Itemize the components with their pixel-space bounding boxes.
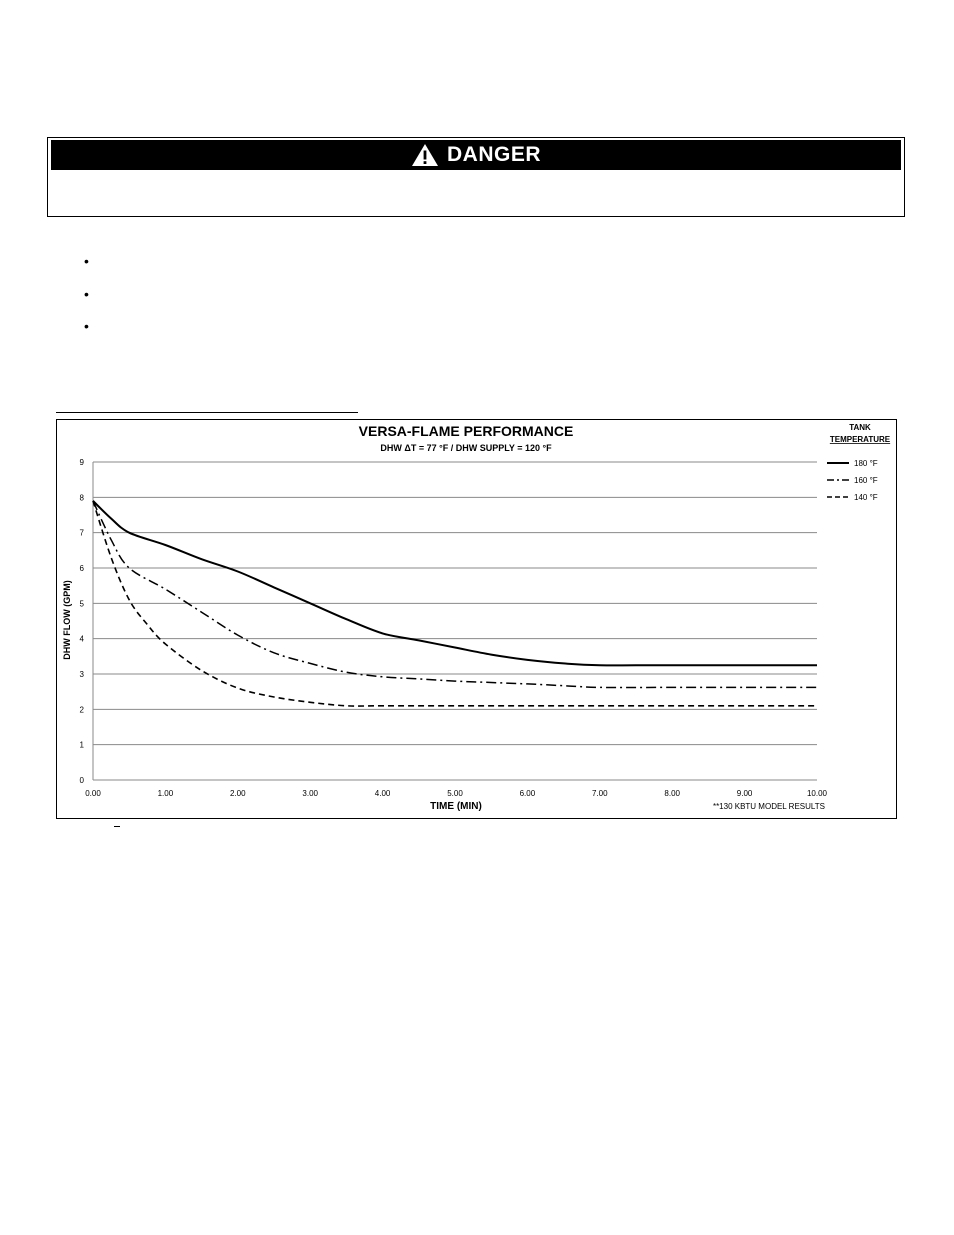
danger-box	[47, 137, 905, 217]
y-tick-label: 7	[79, 528, 84, 538]
x-tick-label: 8.00	[664, 789, 680, 798]
x-tick-label: 7.00	[592, 789, 608, 798]
y-tick-label: 3	[79, 670, 84, 679]
section-rule	[56, 412, 358, 413]
y-tick-label: 6	[79, 564, 84, 573]
warning-triangle-icon	[411, 143, 439, 167]
x-tick-label: 9.00	[736, 789, 753, 798]
x-tick-label: 0.00	[85, 789, 101, 798]
legend-title-tank: TANK	[849, 423, 871, 432]
y-tick-label: 8	[79, 493, 84, 503]
series-line-160	[93, 501, 817, 688]
legend-label: 160 °F	[854, 476, 878, 485]
legend-label: 180 °F	[854, 459, 878, 468]
y-tick-label: 4	[79, 634, 84, 644]
y-axis-label: DHW FLOW (GPM)	[62, 580, 72, 660]
x-axis-label: TIME (MIN)	[430, 801, 482, 812]
legend-label: 140 °F	[854, 493, 878, 502]
chart-frame	[56, 419, 897, 819]
y-tick-label: 2	[79, 705, 84, 715]
x-tick-label: 3.00	[302, 789, 318, 798]
performance-chart	[57, 420, 896, 818]
x-tick-label: 4.00	[374, 789, 391, 798]
chart-subtitle: DHW ΔT = 77 °F / DHW SUPPLY = 120 °F	[380, 443, 552, 453]
y-tick-label: 0	[79, 776, 84, 785]
y-tick-label: 1	[79, 740, 84, 750]
x-tick-label: 5.00	[447, 789, 463, 798]
bullet-3: •	[84, 318, 89, 334]
danger-label: DANGER	[446, 143, 541, 166]
x-tick-label: 10.00	[806, 789, 828, 798]
series-line-180	[93, 501, 817, 665]
chart-title: VERSA-FLAME PERFORMANCE	[358, 423, 574, 439]
legend-title-temperature: TEMPERATURE	[829, 435, 891, 444]
bullet-2: •	[84, 286, 89, 302]
danger-header-bar	[51, 140, 901, 170]
footnote-mark	[114, 826, 120, 827]
x-tick-label: 6.00	[519, 789, 536, 798]
x-tick-label: 1.00	[157, 789, 174, 798]
x-tick-label: 2.00	[230, 789, 246, 798]
model-note: **130 KBTU MODEL RESULTS	[712, 802, 825, 811]
y-tick-label: 9	[79, 458, 84, 467]
y-tick-label: 5	[79, 599, 84, 609]
bullet-1: •	[84, 253, 89, 269]
